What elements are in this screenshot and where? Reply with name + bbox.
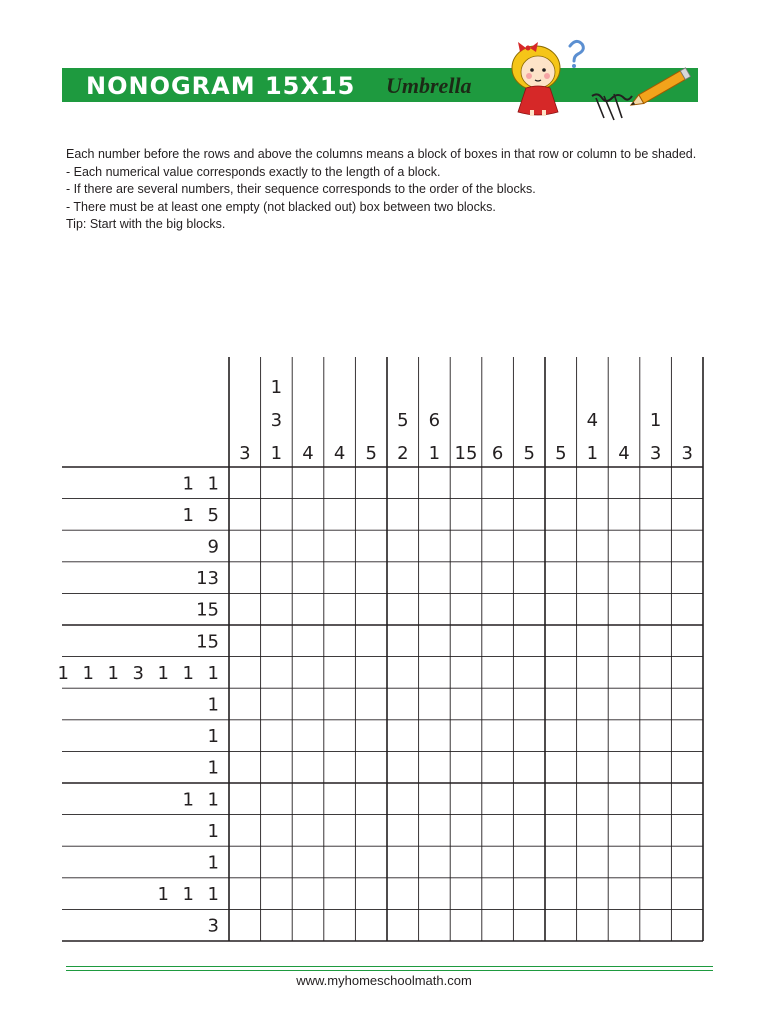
grid-cell[interactable] <box>546 594 576 624</box>
grid-cell[interactable] <box>578 689 608 719</box>
puzzle-subtitle: Umbrella <box>386 73 472 98</box>
grid-cell[interactable] <box>293 658 323 688</box>
grid-cell[interactable] <box>451 721 481 751</box>
grid-cell[interactable] <box>388 531 418 561</box>
grid-cell[interactable] <box>325 784 355 814</box>
grid-cell[interactable] <box>578 500 608 530</box>
grid-cell[interactable] <box>672 658 702 688</box>
grid-cell[interactable] <box>388 689 418 719</box>
grid-cell[interactable] <box>578 658 608 688</box>
grid-cell[interactable] <box>483 910 513 940</box>
row-clue: 1 <box>157 662 169 684</box>
grid-cell[interactable] <box>609 468 639 498</box>
grid-cell[interactable] <box>451 752 481 782</box>
grid-cell[interactable] <box>262 847 292 877</box>
grid-cell[interactable] <box>230 689 260 719</box>
row-clue: 1 <box>207 789 219 811</box>
grid-cell[interactable] <box>672 752 702 782</box>
instruction-line: - Each numerical value corresponds exactly to the length of a block. <box>66 164 441 179</box>
row-clue: 1 <box>182 789 194 811</box>
grid-cell[interactable] <box>483 879 513 909</box>
grid-cell[interactable] <box>388 879 418 909</box>
grid-cell[interactable] <box>609 816 639 846</box>
grid-cell[interactable] <box>325 879 355 909</box>
grid-cell[interactable] <box>420 689 450 719</box>
grid-cell[interactable] <box>578 468 608 498</box>
grid-cell[interactable] <box>451 658 481 688</box>
grid-cell[interactable] <box>609 721 639 751</box>
grid-cell[interactable] <box>230 626 260 656</box>
column-clue: 5 <box>555 443 567 464</box>
grid-cell[interactable] <box>420 594 450 624</box>
column-clue: 3 <box>649 443 662 464</box>
row-clue: 15 <box>196 631 219 653</box>
grid-cell[interactable] <box>546 879 576 909</box>
grid-cell[interactable] <box>483 468 513 498</box>
grid-cell[interactable] <box>388 594 418 624</box>
grid-cell[interactable] <box>420 816 450 846</box>
instruction-line: - If there are several numbers, their sequence corresponds to the order of the blocks. <box>66 182 536 196</box>
grid-cell[interactable] <box>672 531 702 561</box>
grid-cell[interactable] <box>293 563 323 593</box>
grid-cell[interactable] <box>483 594 513 624</box>
grid-cell[interactable] <box>641 879 671 909</box>
grid-cell[interactable] <box>356 594 386 624</box>
row-clue: 1 <box>207 694 219 716</box>
grid-cell[interactable] <box>325 847 355 877</box>
column-clue: 6 <box>491 443 504 464</box>
grid-cell[interactable] <box>483 847 513 877</box>
grid-cell[interactable] <box>230 658 260 688</box>
grid-cell[interactable] <box>293 500 323 530</box>
grid-cell[interactable] <box>293 847 323 877</box>
grid-cell[interactable] <box>451 468 481 498</box>
grid-cell[interactable] <box>609 784 639 814</box>
instruction-line: Tip: Start with the big blocks. <box>66 217 226 231</box>
grid-cell[interactable] <box>325 689 355 719</box>
grid-cell[interactable] <box>356 531 386 561</box>
instruction-line: Each number before the rows and above the columns means a block of boxes in that row or column to be shaded. <box>66 147 697 161</box>
row-clue: 15 <box>196 599 219 621</box>
grid-cell[interactable] <box>293 910 323 940</box>
grid-cell[interactable] <box>609 689 639 719</box>
row-clue: 13 <box>196 568 219 590</box>
grid-cell[interactable] <box>609 626 639 656</box>
column-clue: 3 <box>681 443 693 464</box>
grid-cell[interactable] <box>420 563 450 593</box>
grid-cell[interactable] <box>578 910 608 940</box>
grid-cell[interactable] <box>514 689 544 719</box>
grid-cell[interactable] <box>578 847 608 877</box>
grid-cell[interactable] <box>641 910 671 940</box>
row-clue: 9 <box>207 536 219 558</box>
grid-cell[interactable] <box>641 531 671 561</box>
row-clue: 3 <box>207 915 219 937</box>
grid-cell[interactable] <box>578 816 608 846</box>
column-clue: 4 <box>302 443 314 464</box>
grid-cell[interactable] <box>578 752 608 782</box>
grid-cell[interactable] <box>483 531 513 561</box>
grid-cell[interactable] <box>578 721 608 751</box>
column-clue: 2 <box>397 443 409 464</box>
grid-cell[interactable] <box>293 721 323 751</box>
grid-cell[interactable] <box>578 531 608 561</box>
column-clue: 3 <box>239 443 251 464</box>
grid-cell[interactable] <box>293 689 323 719</box>
grid-cell[interactable] <box>546 563 576 593</box>
grid-cell[interactable] <box>514 626 544 656</box>
row-clue: 1 <box>182 662 194 684</box>
grid-cell[interactable] <box>325 910 355 940</box>
grid-cell[interactable] <box>514 500 544 530</box>
grid-cell[interactable] <box>262 752 292 782</box>
grid-cell[interactable] <box>451 784 481 814</box>
grid-cell[interactable] <box>293 816 323 846</box>
grid-cell[interactable] <box>483 500 513 530</box>
grid-cell[interactable] <box>356 689 386 719</box>
grid-cell[interactable] <box>420 531 450 561</box>
grid-cell[interactable] <box>641 468 671 498</box>
grid-cell[interactable] <box>609 658 639 688</box>
row-clue: 1 <box>82 662 94 684</box>
grid-cell[interactable] <box>230 563 260 593</box>
column-clue: 5 <box>397 410 409 431</box>
grid-cell[interactable] <box>325 816 355 846</box>
grid-cell[interactable] <box>483 721 513 751</box>
grid-cell[interactable] <box>546 626 576 656</box>
grid-cell[interactable] <box>356 847 386 877</box>
grid-cell[interactable] <box>578 626 608 656</box>
grid-cell[interactable] <box>262 816 292 846</box>
grid-cell[interactable] <box>546 752 576 782</box>
grid-cell[interactable] <box>356 500 386 530</box>
grid-cell[interactable] <box>230 879 260 909</box>
grid-cell[interactable] <box>262 626 292 656</box>
grid-cell[interactable] <box>514 752 544 782</box>
column-clue: 1 <box>649 410 662 431</box>
grid-cell[interactable] <box>356 879 386 909</box>
grid-cell[interactable] <box>230 784 260 814</box>
grid-cell[interactable] <box>641 721 671 751</box>
grid-cell[interactable] <box>262 689 292 719</box>
grid-cell[interactable] <box>420 500 450 530</box>
grid-cell[interactable] <box>230 594 260 624</box>
grid-cell[interactable] <box>609 847 639 877</box>
grid-cell[interactable] <box>514 847 544 877</box>
grid-cell[interactable] <box>388 563 418 593</box>
grid-cell[interactable] <box>609 594 639 624</box>
grid-cell[interactable] <box>388 658 418 688</box>
grid-cell[interactable] <box>262 879 292 909</box>
column-clue: 4 <box>586 410 599 431</box>
column-clue: 5 <box>365 443 377 464</box>
grid-cell[interactable] <box>451 531 481 561</box>
row-clue: 1 <box>57 662 69 684</box>
row-clue: 1 <box>207 757 219 779</box>
grid-cell[interactable] <box>230 468 260 498</box>
row-clue: 1 <box>182 504 194 526</box>
grid-cell[interactable] <box>578 879 608 909</box>
grid-cell[interactable] <box>388 910 418 940</box>
grid-cell[interactable] <box>356 816 386 846</box>
grid-cell[interactable] <box>388 816 418 846</box>
column-clue: 1 <box>270 377 283 398</box>
grid-cell[interactable] <box>641 752 671 782</box>
grid-cell[interactable] <box>641 658 671 688</box>
grid-cell[interactable] <box>609 500 639 530</box>
grid-cell[interactable] <box>325 658 355 688</box>
grid-cell[interactable] <box>609 879 639 909</box>
column-clue: 1 <box>270 443 283 464</box>
grid-cell[interactable] <box>356 626 386 656</box>
grid-cell[interactable] <box>483 784 513 814</box>
column-clue: 1 <box>428 443 441 464</box>
grid-cell[interactable] <box>451 563 481 593</box>
grid-cell[interactable] <box>546 531 576 561</box>
row-clue: 1 <box>182 473 194 495</box>
footer-divider <box>66 970 713 971</box>
grid-cell[interactable] <box>356 752 386 782</box>
grid-cell[interactable] <box>483 563 513 593</box>
grid-cell[interactable] <box>672 626 702 656</box>
grid-cell[interactable] <box>609 563 639 593</box>
grid-cell[interactable] <box>293 594 323 624</box>
grid-cell[interactable] <box>293 752 323 782</box>
grid-cell[interactable] <box>451 594 481 624</box>
grid-cell[interactable] <box>293 879 323 909</box>
grid-cell[interactable] <box>262 531 292 561</box>
grid-cell[interactable] <box>483 752 513 782</box>
grid-cell[interactable] <box>230 500 260 530</box>
row-clue: 1 <box>157 884 169 906</box>
row-clue: 1 <box>207 852 219 874</box>
grid-cell[interactable] <box>641 563 671 593</box>
grid-cell[interactable] <box>356 563 386 593</box>
grid-cell[interactable] <box>420 847 450 877</box>
grid-cell[interactable] <box>356 910 386 940</box>
grid-cell[interactable] <box>546 721 576 751</box>
grid-cell[interactable] <box>262 563 292 593</box>
grid-cell[interactable] <box>388 784 418 814</box>
grid-cell[interactable] <box>356 468 386 498</box>
grid-cell[interactable] <box>641 847 671 877</box>
grid-cell[interactable] <box>672 879 702 909</box>
grid-cell[interactable] <box>388 468 418 498</box>
grid-cell[interactable] <box>262 784 292 814</box>
grid-cell[interactable] <box>325 721 355 751</box>
grid-cell[interactable] <box>546 658 576 688</box>
grid-cell[interactable] <box>293 531 323 561</box>
grid-cell[interactable] <box>641 689 671 719</box>
footer-url: www.myhomeschoolmath.com <box>296 973 472 988</box>
footer-divider <box>66 966 713 967</box>
column-clue: 6 <box>428 410 441 431</box>
grid-cell[interactable] <box>420 721 450 751</box>
grid-cell[interactable] <box>451 626 481 656</box>
grid-cell[interactable] <box>420 910 450 940</box>
grid-cell[interactable] <box>546 784 576 814</box>
grid-cell[interactable] <box>546 468 576 498</box>
grid-cell[interactable] <box>451 500 481 530</box>
grid-cell[interactable] <box>230 816 260 846</box>
grid-cell[interactable] <box>262 500 292 530</box>
row-clue: 3 <box>132 662 144 684</box>
grid-cell[interactable] <box>388 752 418 782</box>
grid-cell[interactable] <box>546 910 576 940</box>
grid-cell[interactable] <box>451 816 481 846</box>
grid-cell[interactable] <box>514 658 544 688</box>
row-clue: 1 <box>182 884 194 906</box>
grid-cell[interactable] <box>451 847 481 877</box>
grid-cell[interactable] <box>672 910 702 940</box>
grid-cell[interactable] <box>325 752 355 782</box>
grid-cell[interactable] <box>483 689 513 719</box>
grid-cell[interactable] <box>641 626 671 656</box>
grid-cell[interactable] <box>672 563 702 593</box>
grid-cell[interactable] <box>230 910 260 940</box>
grid-cell[interactable] <box>546 816 576 846</box>
grid-cell[interactable] <box>262 910 292 940</box>
grid-cell[interactable] <box>262 594 292 624</box>
grid-cell[interactable] <box>672 816 702 846</box>
instruction-line: - There must be at least one empty (not blacked out) box between two blocks. <box>66 199 496 214</box>
grid-cell[interactable] <box>546 500 576 530</box>
grid-cell[interactable] <box>514 879 544 909</box>
grid-cell[interactable] <box>420 784 450 814</box>
grid-cell[interactable] <box>420 658 450 688</box>
grid-cell[interactable] <box>609 531 639 561</box>
grid-cell[interactable] <box>672 784 702 814</box>
grid-cell[interactable] <box>325 563 355 593</box>
column-clue: 15 <box>454 443 478 464</box>
row-clue: 5 <box>207 504 219 526</box>
grid-cell[interactable] <box>514 910 544 940</box>
grid-cell[interactable] <box>388 626 418 656</box>
grid-cell[interactable] <box>451 879 481 909</box>
column-clue: 3 <box>270 410 283 431</box>
grid-cell[interactable] <box>325 468 355 498</box>
grid-cell[interactable] <box>420 468 450 498</box>
grid-cell[interactable] <box>483 626 513 656</box>
grid-cell[interactable] <box>451 689 481 719</box>
grid-cell[interactable] <box>420 626 450 656</box>
grid-cell[interactable] <box>293 784 323 814</box>
grid-cell[interactable] <box>420 752 450 782</box>
grid-cell[interactable] <box>672 594 702 624</box>
grid-cell[interactable] <box>672 721 702 751</box>
grid-cell[interactable] <box>325 594 355 624</box>
grid-cell[interactable] <box>672 689 702 719</box>
grid-cell[interactable] <box>578 784 608 814</box>
grid-cell[interactable] <box>514 563 544 593</box>
grid-cell[interactable] <box>641 500 671 530</box>
grid-cell[interactable] <box>514 784 544 814</box>
row-clue: 1 <box>207 884 219 906</box>
grid-cell[interactable] <box>578 563 608 593</box>
row-clue: 1 <box>207 726 219 748</box>
grid-cell[interactable] <box>609 910 639 940</box>
grid-cell[interactable] <box>262 658 292 688</box>
grid-cell[interactable] <box>546 847 576 877</box>
grid-cell[interactable] <box>325 626 355 656</box>
row-clue: 1 <box>207 662 219 684</box>
grid-cell[interactable] <box>388 500 418 530</box>
grid-cell[interactable] <box>388 721 418 751</box>
grid-cell[interactable] <box>325 500 355 530</box>
grid-cell[interactable] <box>230 721 260 751</box>
grid-cell[interactable] <box>514 531 544 561</box>
grid-cell[interactable] <box>230 752 260 782</box>
grid-cell[interactable] <box>356 658 386 688</box>
grid-cell[interactable] <box>420 879 450 909</box>
grid-cell[interactable] <box>514 594 544 624</box>
grid-cell[interactable] <box>641 784 671 814</box>
grid-cell[interactable] <box>578 594 608 624</box>
row-clue: 1 <box>107 662 119 684</box>
column-clue: 1 <box>586 443 599 464</box>
grid-cell[interactable] <box>451 910 481 940</box>
grid-cell[interactable] <box>641 594 671 624</box>
grid-cell[interactable] <box>230 847 260 877</box>
grid-cell[interactable] <box>672 500 702 530</box>
grid-cell[interactable] <box>672 847 702 877</box>
grid-cell[interactable] <box>262 468 292 498</box>
row-clue: 1 <box>207 473 219 495</box>
grid-cell[interactable] <box>483 658 513 688</box>
grid-cell[interactable] <box>356 721 386 751</box>
grid-cell[interactable] <box>609 752 639 782</box>
grid-cell[interactable] <box>483 816 513 846</box>
grid-cell[interactable] <box>546 689 576 719</box>
grid-cell[interactable] <box>293 468 323 498</box>
grid-cell[interactable] <box>514 721 544 751</box>
grid-cell[interactable] <box>325 531 355 561</box>
grid-cell[interactable] <box>514 468 544 498</box>
page-title: NONOGRAM 15X15 <box>86 72 356 100</box>
column-clue: 4 <box>333 443 346 464</box>
grid-cell[interactable] <box>262 721 292 751</box>
grid-cell[interactable] <box>641 816 671 846</box>
grid-cell[interactable] <box>230 531 260 561</box>
grid-cell[interactable] <box>672 468 702 498</box>
grid-cell[interactable] <box>388 847 418 877</box>
grid-cell[interactable] <box>293 626 323 656</box>
grid-cell[interactable] <box>356 784 386 814</box>
grid-cell[interactable] <box>514 816 544 846</box>
row-clue: 1 <box>207 820 219 842</box>
column-clue: 5 <box>523 443 535 464</box>
column-clue: 4 <box>618 443 630 464</box>
